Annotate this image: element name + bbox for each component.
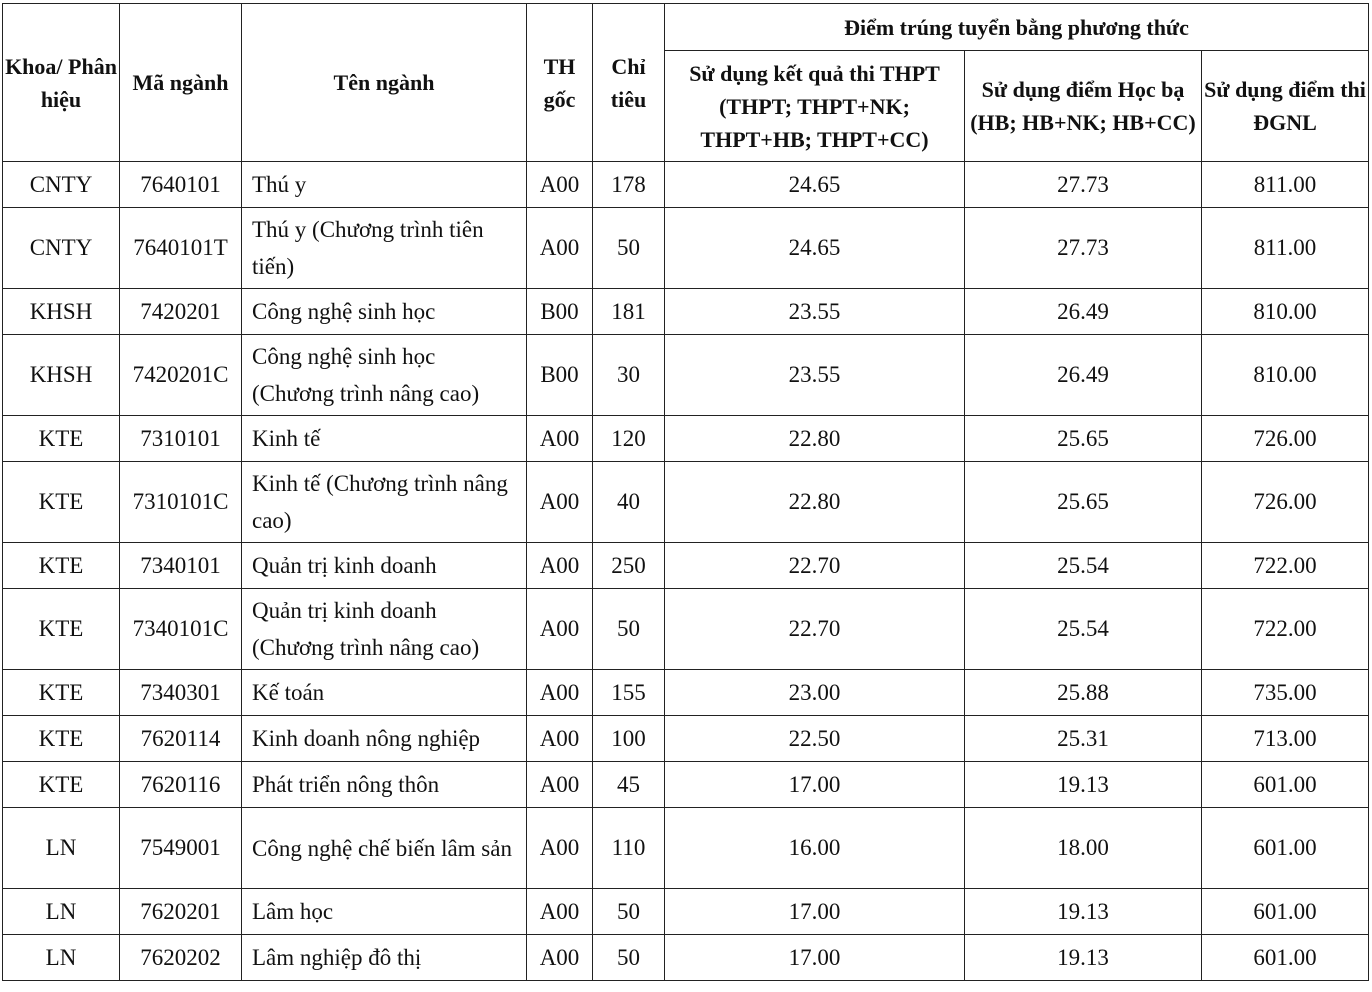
cell-ten-nganh: Kế toán bbox=[242, 670, 527, 716]
cell-ten-nganh: Kinh tế bbox=[242, 416, 527, 462]
cell-th-goc: A00 bbox=[527, 935, 593, 981]
cell-score-hocba: 25.65 bbox=[965, 416, 1202, 462]
cell-score-thpt: 23.55 bbox=[665, 335, 965, 416]
cell-ten-nganh: Thú y (Chương trình tiên tiến) bbox=[242, 208, 527, 289]
cell-score-dgnl: 601.00 bbox=[1202, 808, 1369, 889]
cell-score-hocba: 19.13 bbox=[965, 935, 1202, 981]
cell-score-dgnl: 713.00 bbox=[1202, 716, 1369, 762]
table-body bbox=[3, 162, 1369, 981]
table-row bbox=[3, 889, 1369, 935]
cell-chi-tieu: 45 bbox=[593, 762, 665, 808]
cell-ten-nganh: Quản trị kinh doanh bbox=[242, 543, 527, 589]
cell-score-thpt: 22.80 bbox=[665, 416, 965, 462]
cell-ten-nganh: Kinh doanh nông nghiệp bbox=[242, 716, 527, 762]
cell-ma-nganh: 7420201 bbox=[120, 289, 242, 335]
cell-th-goc: A00 bbox=[527, 889, 593, 935]
table-row bbox=[3, 762, 1369, 808]
cell-th-goc: A00 bbox=[527, 162, 593, 208]
cell-ma-nganh: 7310101C bbox=[120, 462, 242, 543]
cell-score-thpt: 17.00 bbox=[665, 935, 965, 981]
cell-ma-nganh: 7310101 bbox=[120, 416, 242, 462]
cell-score-dgnl: 735.00 bbox=[1202, 670, 1369, 716]
header-ten-nganh: Tên ngành bbox=[242, 4, 527, 162]
table-header bbox=[3, 4, 1369, 162]
cell-score-hocba: 25.54 bbox=[965, 589, 1202, 670]
cell-th-goc: A00 bbox=[527, 670, 593, 716]
cell-th-goc: A00 bbox=[527, 543, 593, 589]
cell-score-dgnl: 811.00 bbox=[1202, 208, 1369, 289]
table-row bbox=[3, 808, 1369, 889]
cell-score-dgnl: 601.00 bbox=[1202, 762, 1369, 808]
cell-score-dgnl: 810.00 bbox=[1202, 335, 1369, 416]
cell-chi-tieu: 30 bbox=[593, 335, 665, 416]
cell-score-dgnl: 722.00 bbox=[1202, 589, 1369, 670]
table-row bbox=[3, 716, 1369, 762]
cell-chi-tieu: 50 bbox=[593, 889, 665, 935]
cell-score-thpt: 17.00 bbox=[665, 762, 965, 808]
cell-ma-nganh: 7640101 bbox=[120, 162, 242, 208]
cell-score-hocba: 25.31 bbox=[965, 716, 1202, 762]
header-dgnl: Sử dụng điểm thi ĐGNL bbox=[1202, 51, 1369, 162]
cell-score-dgnl: 726.00 bbox=[1202, 416, 1369, 462]
cell-khoa: KTE bbox=[3, 462, 120, 543]
cell-score-dgnl: 722.00 bbox=[1202, 543, 1369, 589]
header-thpt: Sử dụng kết quả thi THPT (THPT; THPT+NK; THPT+HB; THPT+CC) bbox=[665, 51, 965, 162]
cell-score-thpt: 22.80 bbox=[665, 462, 965, 543]
cell-score-thpt: 16.00 bbox=[665, 808, 965, 889]
cell-score-dgnl: 811.00 bbox=[1202, 162, 1369, 208]
cell-chi-tieu: 50 bbox=[593, 935, 665, 981]
cell-khoa: KTE bbox=[3, 416, 120, 462]
cell-score-dgnl: 601.00 bbox=[1202, 935, 1369, 981]
cell-khoa: KHSH bbox=[3, 335, 120, 416]
cell-ten-nganh: Công nghệ sinh học (Chương trình nâng cao) bbox=[242, 335, 527, 416]
header-score-group: Điểm trúng tuyển bằng phương thức bbox=[665, 4, 1369, 51]
table-row bbox=[3, 289, 1369, 335]
cell-khoa: KTE bbox=[3, 670, 120, 716]
cell-khoa: LN bbox=[3, 935, 120, 981]
header-ma-nganh: Mã ngành bbox=[120, 4, 242, 162]
cell-ma-nganh: 7340101C bbox=[120, 589, 242, 670]
cell-ma-nganh: 7549001 bbox=[120, 808, 242, 889]
cell-th-goc: B00 bbox=[527, 335, 593, 416]
cell-chi-tieu: 100 bbox=[593, 716, 665, 762]
cell-ma-nganh: 7620114 bbox=[120, 716, 242, 762]
cell-ten-nganh: Phát triển nông thôn bbox=[242, 762, 527, 808]
cell-score-hocba: 27.73 bbox=[965, 162, 1202, 208]
cell-chi-tieu: 181 bbox=[593, 289, 665, 335]
table-row bbox=[3, 543, 1369, 589]
cell-score-thpt: 22.70 bbox=[665, 543, 965, 589]
cell-score-thpt: 17.00 bbox=[665, 889, 965, 935]
cell-score-thpt: 23.55 bbox=[665, 289, 965, 335]
cell-score-hocba: 26.49 bbox=[965, 289, 1202, 335]
cell-ma-nganh: 7340101 bbox=[120, 543, 242, 589]
cell-ma-nganh: 7620116 bbox=[120, 762, 242, 808]
cell-ten-nganh: Thú y bbox=[242, 162, 527, 208]
cell-th-goc: B00 bbox=[527, 289, 593, 335]
cell-khoa: CNTY bbox=[3, 208, 120, 289]
table-row bbox=[3, 416, 1369, 462]
cell-th-goc: A00 bbox=[527, 589, 593, 670]
table-row bbox=[3, 935, 1369, 981]
cell-score-dgnl: 601.00 bbox=[1202, 889, 1369, 935]
cell-ma-nganh: 7340301 bbox=[120, 670, 242, 716]
cell-ten-nganh: Công nghệ chế biến lâm sản bbox=[242, 808, 527, 889]
cell-khoa: KHSH bbox=[3, 289, 120, 335]
cell-chi-tieu: 50 bbox=[593, 208, 665, 289]
cell-th-goc: A00 bbox=[527, 416, 593, 462]
header-th-goc: TH gốc bbox=[527, 4, 593, 162]
table-row bbox=[3, 162, 1369, 208]
cell-score-hocba: 19.13 bbox=[965, 889, 1202, 935]
cell-score-hocba: 25.65 bbox=[965, 462, 1202, 543]
cell-score-thpt: 22.50 bbox=[665, 716, 965, 762]
admission-score-table bbox=[2, 3, 1369, 981]
cell-score-hocba: 27.73 bbox=[965, 208, 1202, 289]
table-row bbox=[3, 335, 1369, 416]
cell-ten-nganh: Lâm học bbox=[242, 889, 527, 935]
cell-score-thpt: 23.00 bbox=[665, 670, 965, 716]
table-row bbox=[3, 670, 1369, 716]
cell-score-hocba: 19.13 bbox=[965, 762, 1202, 808]
cell-ten-nganh: Quản trị kinh doanh (Chương trình nâng cao) bbox=[242, 589, 527, 670]
cell-chi-tieu: 50 bbox=[593, 589, 665, 670]
header-hocba: Sử dụng điểm Học bạ (HB; HB+NK; HB+CC) bbox=[965, 51, 1202, 162]
table-row bbox=[3, 462, 1369, 543]
cell-khoa: KTE bbox=[3, 716, 120, 762]
cell-khoa: CNTY bbox=[3, 162, 120, 208]
cell-chi-tieu: 155 bbox=[593, 670, 665, 716]
cell-score-thpt: 24.65 bbox=[665, 208, 965, 289]
cell-score-hocba: 26.49 bbox=[965, 335, 1202, 416]
cell-score-thpt: 24.65 bbox=[665, 162, 965, 208]
cell-chi-tieu: 120 bbox=[593, 416, 665, 462]
cell-ten-nganh: Công nghệ sinh học bbox=[242, 289, 527, 335]
cell-chi-tieu: 40 bbox=[593, 462, 665, 543]
cell-th-goc: A00 bbox=[527, 462, 593, 543]
cell-ten-nganh: Lâm nghiệp đô thị bbox=[242, 935, 527, 981]
cell-ma-nganh: 7640101T bbox=[120, 208, 242, 289]
cell-score-thpt: 22.70 bbox=[665, 589, 965, 670]
header-chi-tieu: Chỉ tiêu bbox=[593, 4, 665, 162]
cell-ma-nganh: 7420201C bbox=[120, 335, 242, 416]
cell-th-goc: A00 bbox=[527, 716, 593, 762]
cell-th-goc: A00 bbox=[527, 762, 593, 808]
cell-th-goc: A00 bbox=[527, 808, 593, 889]
cell-khoa: LN bbox=[3, 889, 120, 935]
table-row bbox=[3, 589, 1369, 670]
cell-chi-tieu: 250 bbox=[593, 543, 665, 589]
cell-ten-nganh: Kinh tế (Chương trình nâng cao) bbox=[242, 462, 527, 543]
cell-chi-tieu: 110 bbox=[593, 808, 665, 889]
cell-score-hocba: 18.00 bbox=[965, 808, 1202, 889]
cell-khoa: KTE bbox=[3, 762, 120, 808]
cell-khoa: KTE bbox=[3, 543, 120, 589]
cell-ma-nganh: 7620202 bbox=[120, 935, 242, 981]
table-row bbox=[3, 208, 1369, 289]
cell-score-dgnl: 810.00 bbox=[1202, 289, 1369, 335]
cell-score-hocba: 25.54 bbox=[965, 543, 1202, 589]
cell-score-hocba: 25.88 bbox=[965, 670, 1202, 716]
cell-chi-tieu: 178 bbox=[593, 162, 665, 208]
cell-th-goc: A00 bbox=[527, 208, 593, 289]
cell-ma-nganh: 7620201 bbox=[120, 889, 242, 935]
header-khoa: Khoa/ Phân hiệu bbox=[3, 4, 120, 162]
cell-khoa: KTE bbox=[3, 589, 120, 670]
cell-khoa: LN bbox=[3, 808, 120, 889]
cell-score-dgnl: 726.00 bbox=[1202, 462, 1369, 543]
